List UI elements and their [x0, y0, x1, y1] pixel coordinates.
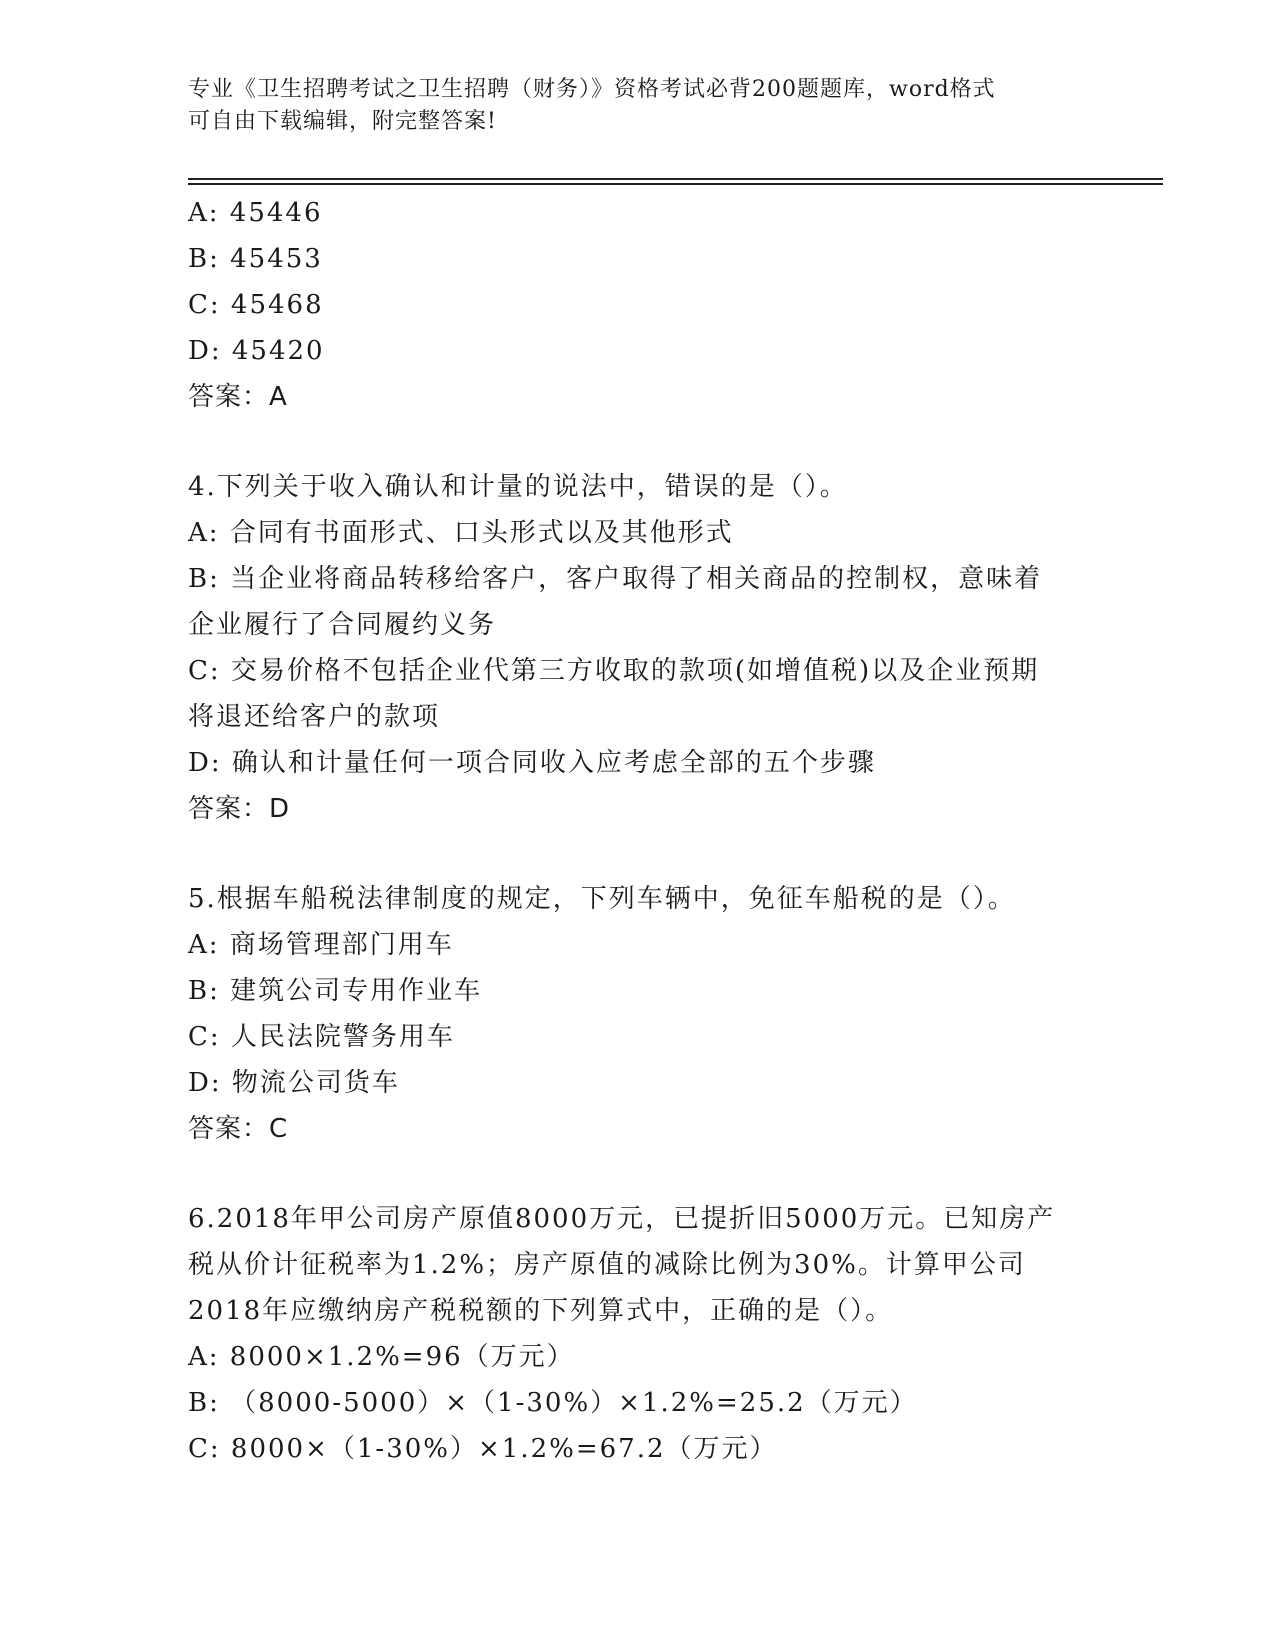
header-title-line2: 可自由下载编辑，附完整答案!: [188, 109, 497, 134]
q4-option-b-line1: B: 当企业将商品转移给客户，客户取得了相关商品的控制权，意味着: [188, 564, 1043, 594]
q6-option-a: A: 8000×1.2%=96（万元）: [188, 1342, 575, 1372]
spacer: [188, 420, 1088, 464]
document-header: [188, 74, 1068, 138]
question-5-block: [188, 876, 1088, 1152]
question-content: [188, 190, 1088, 1472]
q5-option-b: B: 建筑公司专用作业车: [188, 976, 483, 1006]
q3-option-b: B: 45453: [188, 244, 323, 274]
q6-question-line3: 2018年应缴纳房产税税额的下列算式中，正确的是（）。: [188, 1296, 894, 1326]
q5-option-c: C: 人民法院警务用车: [188, 1022, 455, 1052]
q4-option-c-line1: C: 交易价格不包括企业代第三方收取的款项(如增值税)以及企业预期: [188, 656, 1040, 686]
question-3-block: [188, 190, 1088, 420]
q3-option-d: D: 45420: [188, 336, 325, 366]
question-4-block: [188, 464, 1088, 832]
q3-option-a: A: 45446: [188, 198, 323, 228]
q5-answer: 答案：C: [188, 1114, 289, 1144]
q5-question: 5.根据车船税法律制度的规定，下列车辆中，免征车船税的是（）。: [188, 884, 1016, 914]
q3-option-c: C: 45468: [188, 290, 324, 320]
q6-question-line1: 6.2018年甲公司房产原值8000万元，已提折旧5000万元。已知房产: [188, 1204, 1056, 1234]
q5-option-a: A: 商场管理部门用车: [188, 930, 454, 960]
q4-answer: 答案：D: [188, 794, 291, 824]
header-divider-top: [188, 178, 1163, 180]
q6-question-line2: 税从价计征税率为1.2%；房产原值的减除比例为30%。计算甲公司: [188, 1250, 1026, 1280]
q3-answer: 答案：A: [188, 382, 288, 412]
spacer: [188, 832, 1088, 876]
q4-option-c-line2: 将退还给客户的款项: [188, 702, 441, 732]
q5-option-d: D: 物流公司货车: [188, 1068, 400, 1098]
header-divider-bottom: [188, 183, 1163, 185]
q4-question: 4.下列关于收入确认和计量的说法中，错误的是（）。: [188, 472, 848, 502]
q4-option-b-line2: 企业履行了合同履约义务: [188, 610, 497, 640]
q4-option-a: A: 合同有书面形式、口头形式以及其他形式: [188, 518, 734, 548]
q6-option-b: B: （8000-5000）×（1-30%）×1.2%=25.2（万元）: [188, 1388, 918, 1418]
q6-option-c: C: 8000×（1-30%）×1.2%=67.2（万元）: [188, 1434, 778, 1464]
spacer: [188, 1152, 1088, 1196]
header-title-line1: 专业《卫生招聘考试之卫生招聘（财务）》资格考试必背200题题库，word格式: [188, 77, 996, 102]
question-6-block: [188, 1196, 1088, 1472]
q4-option-d: D: 确认和计量任何一项合同收入应考虑全部的五个步骤: [188, 748, 876, 778]
